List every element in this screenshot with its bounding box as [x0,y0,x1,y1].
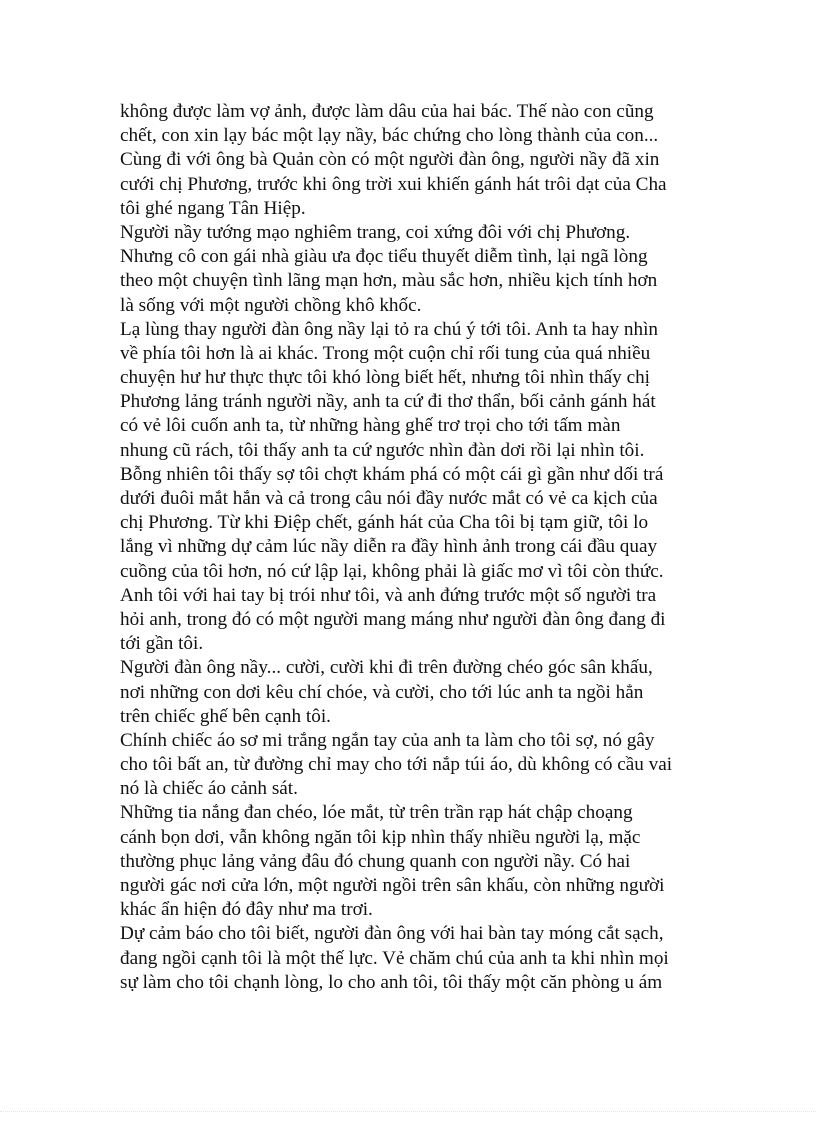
text-line: nhung cũ rách, tôi thấy anh ta cứ ngước nhìn đàn dơi rồi lại nhìn tôi. [120,439,645,461]
text-line: khác ẩn hiện đó đây như ma trơi. [120,899,373,921]
text-line: tới gần tôi. [120,633,204,655]
text-line: thường phục lảng vảng đâu đó chung quanh con người nầy. Có hai [120,850,631,872]
text-line: về phía tôi hơn là ai khác. Trong một cuộn chỉ rối tung của quá nhiều [120,342,651,364]
text-line: cưới chị Phương, trước khi ông trời xui khiến gánh hát trôi dạt của Cha [120,173,667,195]
text-line: tôi ghé ngang Tân Hiệp. [120,197,306,219]
text-line: chị Phương. Từ khi Điệp chết, gánh hát của Cha tôi bị tạm giữ, tôi lo [120,512,649,534]
text-line: Chính chiếc áo sơ mi trắng ngắn tay của anh ta làm cho tôi sợ, nó gây [120,729,655,751]
text-line: Những tia nắng đan chéo, lóe mắt, từ trên trần rạp hát chập choạng [120,802,633,824]
text-line: lắng vì những dự cảm lúc nầy diễn ra đầy hình ảnh trong cái đầu quay [120,536,658,558]
text-line: cánh bọn dơi, vẫn không ngăn tôi kịp nhìn thấy nhiều người lạ, mặc [120,826,641,848]
text-line: trên chiếc ghế bên cạnh tôi. [120,705,331,727]
text-line: chết, con xin lạy bác một lạy nầy, bác chứng cho lòng thành của con... [120,125,659,147]
text-line: chuyện hư hư thực thực tôi khó lòng biết hết, nhưng tôi nhìn thấy chị [120,367,651,389]
text-line: nó là chiếc áo cảnh sát. [120,778,298,800]
text-line: đang ngồi cạnh tôi là một thế lực. Vẻ chăm chú của anh ta khi nhìn mọi [120,947,669,969]
body-text [120,100,720,995]
page-edge-divider [0,1111,816,1112]
text-line: cuồng của tôi hơn, nó cứ lập lại, không phải là giấc mơ vì tôi còn thức. [120,560,664,582]
text-line: sự làm cho tôi chạnh lòng, lo cho anh tôi, tôi thấy một căn phòng u ám [120,971,663,993]
text-line: là sống với một người chồng khô khốc. [120,294,422,316]
text-line: Dự cảm báo cho tôi biết, người đàn ông với hai bàn tay móng cắt sạch, [120,923,664,945]
text-line: Cùng đi với ông bà Quản còn có một người đàn ông, người nầy đã xin [120,149,660,171]
text-line: cho tôi bất an, từ đường chỉ may cho tới nắp túi áo, dù không có cầu vai [120,754,673,776]
text-line: Phương lảng tránh người nầy, anh ta cứ đi thơ thẩn, bối cảnh gánh hát [120,391,656,413]
text-line: Lạ lùng thay người đàn ông nầy lại tỏ ra chú ý tới tôi. Anh ta hay nhìn [120,318,658,340]
text-line: có vẻ lôi cuốn anh ta, từ những hàng ghế trơ trọi cho tới tấm màn [120,415,621,437]
text-line: Anh tôi với hai tay bị trói như tôi, và anh đứng trước một số người tra [120,584,657,606]
text-line: hỏi anh, trong đó có một người mang máng như người đàn ông đang đi [120,608,666,630]
text-line: Bỗng nhiên tôi thấy sợ tôi chợt khám phá có một cái gì gần như dối trá [120,463,664,485]
text-line: Người đàn ông nầy... cười, cười khi đi trên đường chéo góc sân khấu, [120,657,653,679]
text-line: người gác nơi cửa lớn, một người ngồi trên sân khấu, còn những người [120,875,665,896]
text-line: nơi những con dơi kêu chí chóe, và cười, cho tới lúc anh ta ngồi hẳn [120,681,644,703]
text-line: không được làm vợ ảnh, được làm dâu của hai bác. Thế nào con cũng [120,101,654,122]
text-line: theo một chuyện tình lãng mạn hơn, màu sắc hơn, nhiều kịch tính hơn [120,270,658,292]
text-line: dưới đuôi mắt hắn và cả trong câu nói đầy nước mắt có vẻ ca kịch của [120,488,658,509]
text-line: Nhưng cô con gái nhà giàu ưa đọc tiểu thuyết diễm tình, lại ngã lòng [120,246,648,268]
text-line: Người nầy tướng mạo nghiêm trang, coi xứng đôi với chị Phương. [120,221,631,243]
